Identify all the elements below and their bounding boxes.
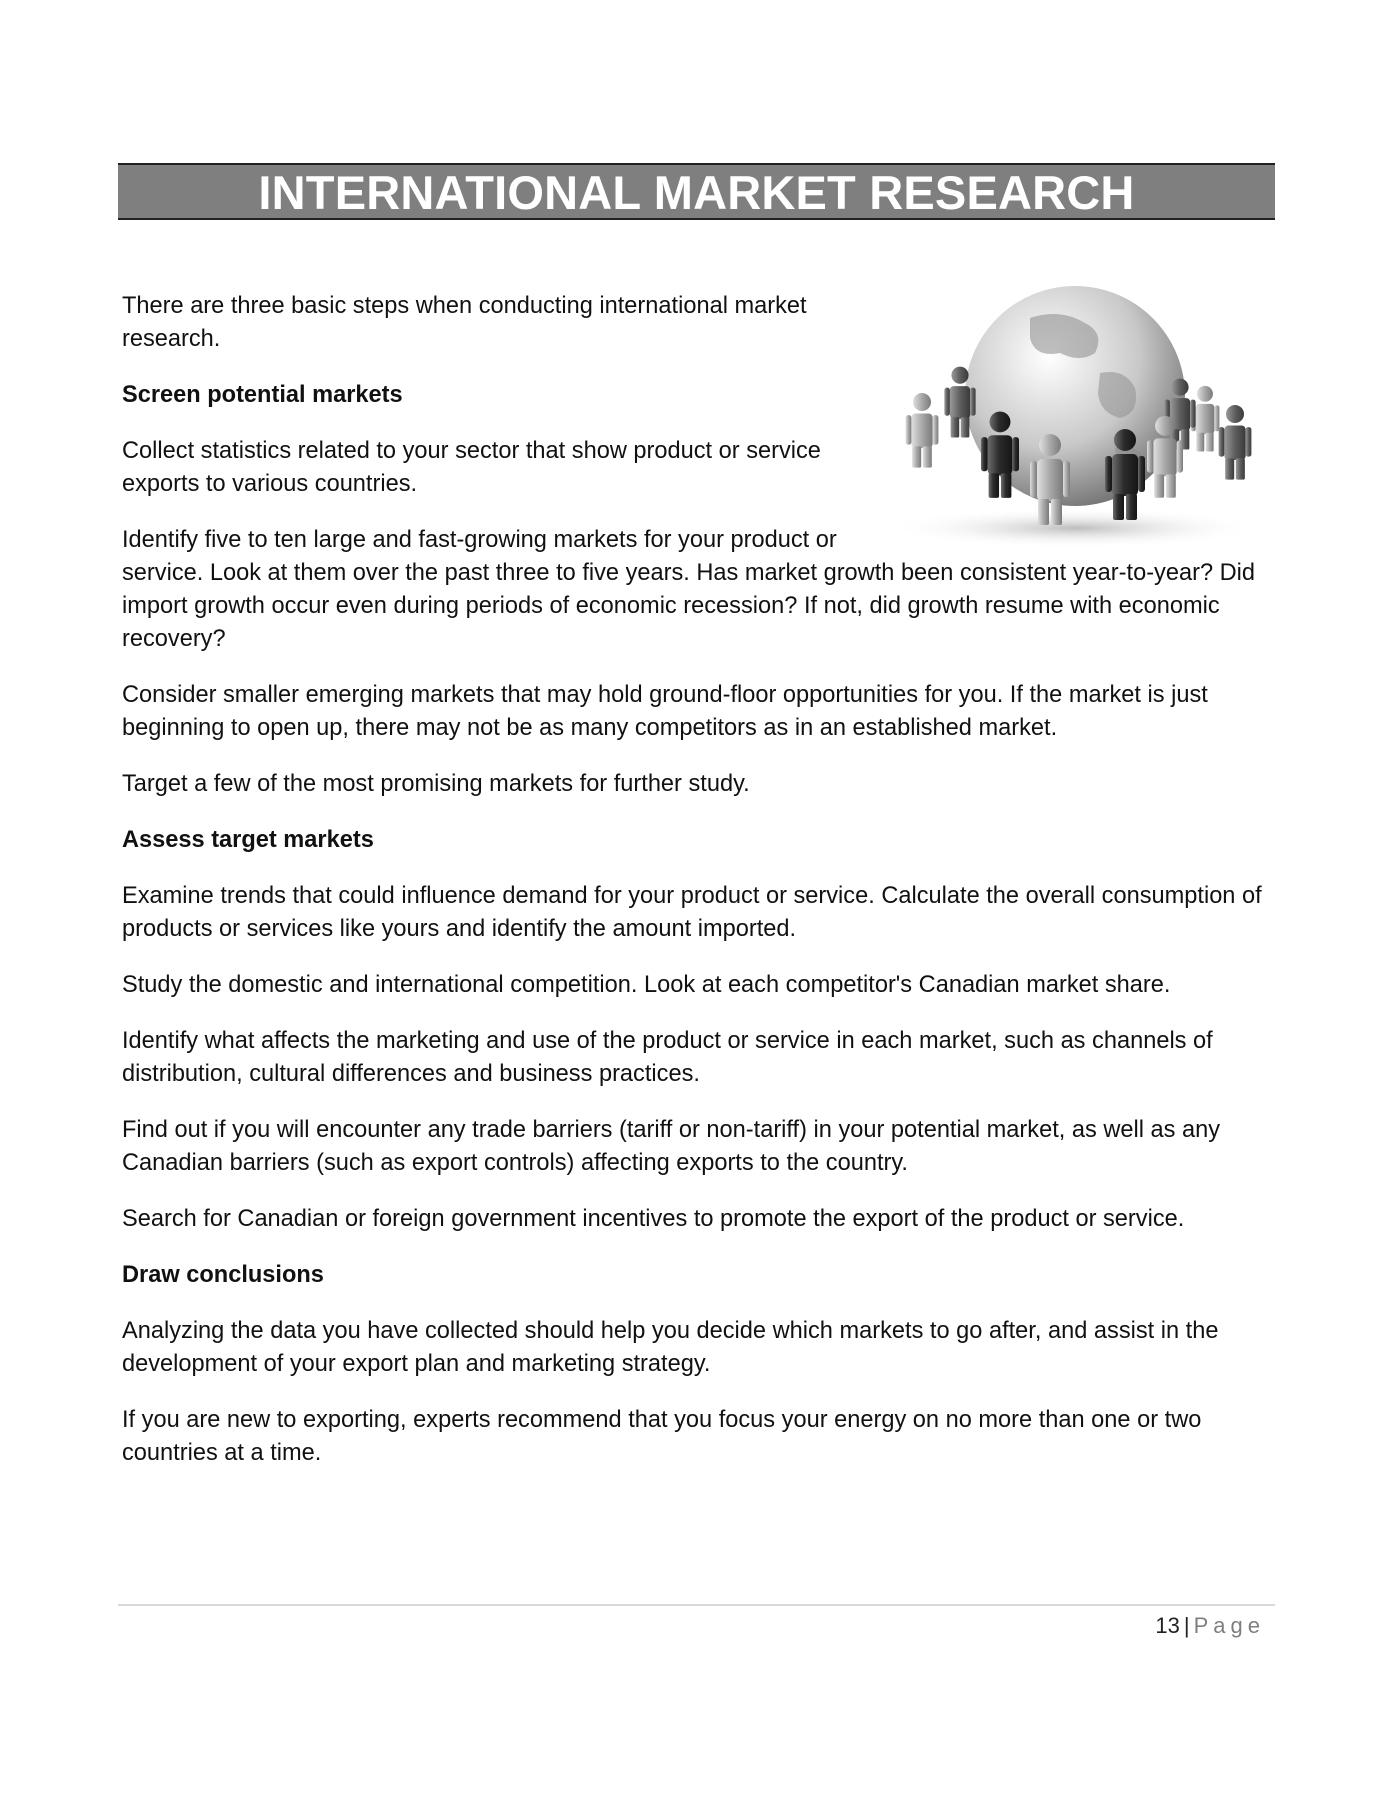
paragraph: Collect statistics related to your sector that show product or service exports to various countries. <box>122 438 821 497</box>
footer-divider <box>118 1604 1275 1606</box>
paragraph: Target a few of the most promising markets for further study. <box>122 771 750 797</box>
heading-assess-markets: Assess target markets <box>122 827 374 853</box>
paragraph: Analyzing the data you have collected should help you decide which markets to go after, and assist in the development of your export plan and marketing strategy. <box>122 1318 1219 1377</box>
main-content <box>122 290 1272 1493</box>
title-banner <box>118 163 1275 220</box>
page-number: 13 <box>1155 1613 1180 1638</box>
paragraph: Study the domestic and international competition. Look at each competitor's Canadian market share. <box>122 972 1171 998</box>
paragraph: Consider smaller emerging markets that may hold ground-floor opportunities for you. If the market is just beginning to open up, there may not be as many competitors as in an established market. <box>122 682 1208 741</box>
paragraph: Find out if you will encounter any trade barriers (tariff or non-tariff) in your potential market, as well as any Canadian barriers (such as export controls) affecting exports to the country. <box>122 1117 1221 1176</box>
paragraph: Identify five to ten large and fast-growing markets for your product or service. Look at them over the past three to five years. Has market growth been consistent year-to-year? Did import growth occur even during periods of economic recession? If not, did growth resume with economic recovery? <box>122 527 1256 652</box>
footer-separator: | <box>1183 1613 1190 1638</box>
heading-draw-conclusions: Draw conclusions <box>122 1262 324 1288</box>
paragraph: If you are new to exporting, experts recommend that you focus your energy on no more than one or two countries at a time. <box>122 1407 1202 1466</box>
intro-paragraph: There are three basic steps when conducting international market research. <box>122 293 807 352</box>
page-label: Page <box>1193 1613 1265 1638</box>
paragraph: Identify what affects the marketing and use of the product or service in each market, such as channels of distribution, cultural differences and business practices. <box>122 1028 1213 1087</box>
paragraph: Search for Canadian or foreign government incentives to promote the export of the product or service. <box>122 1206 1185 1232</box>
page-footer <box>1155 1610 1265 1642</box>
page-title: INTERNATIONAL MARKET RESEARCH <box>258 166 1135 219</box>
globe-people-illustration <box>880 278 1260 548</box>
heading-screen-markets: Screen potential markets <box>122 382 403 408</box>
paragraph: Examine trends that could influence demand for your product or service. Calculate the overall consumption of products or services like yours and identify the amount imported. <box>122 883 1262 942</box>
